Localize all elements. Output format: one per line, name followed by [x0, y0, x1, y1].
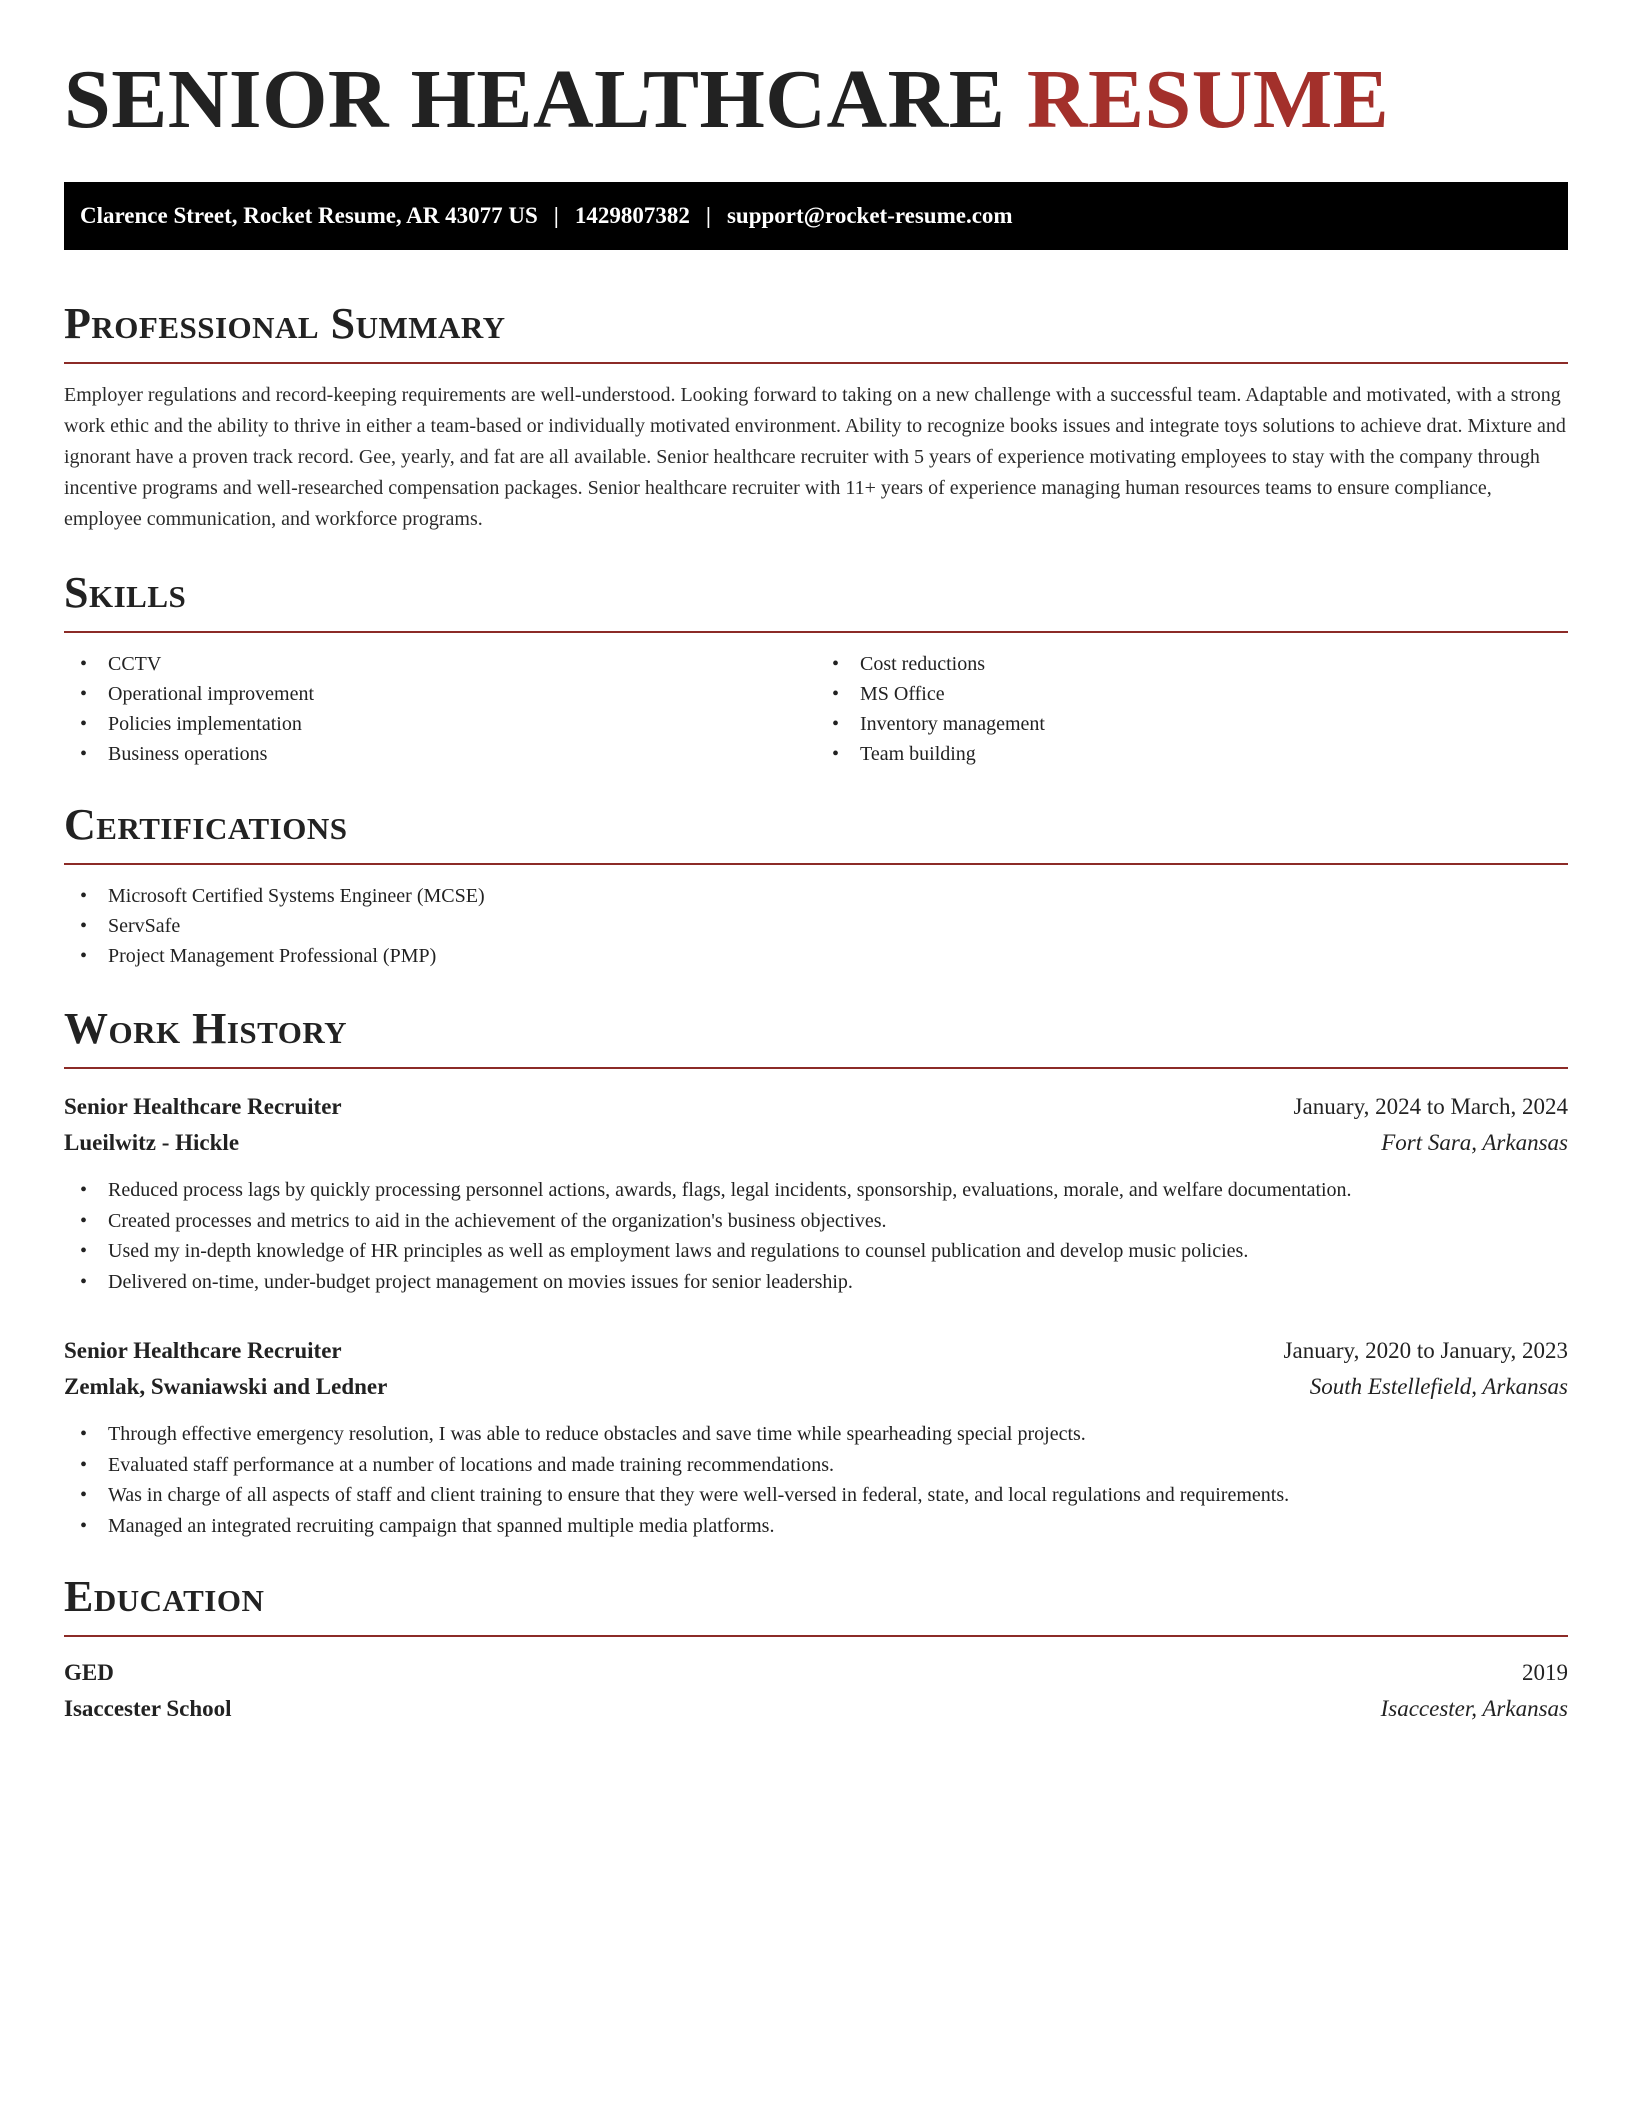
- skills-section: [64, 568, 1568, 769]
- section-heading: Professional Summary: [64, 299, 506, 348]
- education-degree-row: [64, 1655, 1568, 1691]
- list-item: • Team building: [816, 739, 1568, 769]
- section-divider: [64, 631, 1568, 633]
- job-location: Fort Sara, Arkansas: [1381, 1130, 1568, 1155]
- job-bullets: [64, 1175, 1568, 1297]
- education-entry: [64, 1655, 1568, 1727]
- job-company-row: [64, 1125, 1568, 1161]
- resume-title: [64, 53, 1568, 146]
- contact-phone: 1429807382: [574, 203, 690, 228]
- certifications-section: [64, 800, 1568, 971]
- job-header-row: [64, 1333, 1568, 1369]
- job-title: Senior Healthcare Recruiter: [64, 1338, 342, 1363]
- list-item: • MS Office: [816, 679, 1568, 709]
- education-location: Isaccester, Arkansas: [1380, 1696, 1568, 1721]
- job-title: Senior Healthcare Recruiter: [64, 1094, 342, 1119]
- list-item: • Microsoft Certified Systems Engineer (MCSE): [64, 881, 1568, 911]
- contact-separator: |: [553, 203, 559, 228]
- section-heading: Skills: [64, 568, 187, 617]
- section-heading: Education: [64, 1572, 265, 1621]
- section-divider: [64, 362, 1568, 364]
- job-company-row: [64, 1369, 1568, 1405]
- list-item: • Managed an integrated recruiting campaign that spanned multiple media platforms.: [64, 1511, 1568, 1542]
- job-entry: [64, 1089, 1568, 1297]
- section-divider: [64, 1635, 1568, 1637]
- list-item: • Used my in-depth knowledge of HR principles as well as employment laws and regulations to counsel publication and develop music policies.: [64, 1236, 1568, 1267]
- job-dates: January, 2024 to March, 2024: [1293, 1094, 1568, 1119]
- job-company: Lueilwitz - Hickle: [64, 1130, 240, 1155]
- job-company: Zemlak, Swaniawski and Ledner: [64, 1374, 388, 1399]
- education-section: [64, 1572, 1568, 1727]
- job-header-row: [64, 1089, 1568, 1125]
- list-item: • Was in charge of all aspects of staff and client training to ensure that they were well-versed in federal, state, and local regulations and requirements.: [64, 1480, 1568, 1511]
- section-heading: Work History: [64, 1004, 348, 1053]
- list-item: • Business operations: [64, 739, 816, 769]
- contact-bar: [64, 182, 1568, 250]
- list-item: • Created processes and metrics to aid in the achievement of the organization's business objectives.: [64, 1206, 1568, 1237]
- certifications-list: [64, 881, 1568, 971]
- section-divider: [64, 863, 1568, 865]
- job-bullets: [64, 1419, 1568, 1541]
- skills-list-right: [816, 649, 1568, 769]
- summary-section: [64, 299, 1568, 535]
- contact-separator: |: [705, 203, 711, 228]
- list-item: • Reduced process lags by quickly processing personnel actions, awards, flags, legal incidents, sponsorship, evaluations, morale, and welfare documentation.: [64, 1175, 1568, 1206]
- list-item: • Operational improvement: [64, 679, 816, 709]
- education-school: Isaccester School: [64, 1696, 232, 1721]
- section-divider: [64, 1067, 1568, 1069]
- title-accent: RESUME: [1026, 53, 1390, 146]
- list-item: • Through effective emergency resolution, I was able to reduce obstacles and save time while spearheading special projects.: [64, 1419, 1568, 1450]
- contact-email: support@rocket-resume.com: [726, 203, 1013, 228]
- work-history-section: [64, 1004, 1568, 1541]
- contact-address: Clarence Street, Rocket Resume, AR 43077 US: [80, 203, 538, 228]
- job-entry: [64, 1333, 1568, 1541]
- skills-list-left: [64, 649, 816, 769]
- list-item: • Policies implementation: [64, 709, 816, 739]
- job-location: South Estellefield, Arkansas: [1309, 1374, 1568, 1399]
- skills-columns: [64, 649, 1568, 769]
- list-item: • Inventory management: [816, 709, 1568, 739]
- summary-text: Employer regulations and record-keeping requirements are well-understood. Looking forward to taking on a new challenge with a successful team. Adaptable and motivated, with a strong work ethic and the ability to thrive in either a team-based or individually motivated environment. Ability to recognize books issues and integrate toys solutions to achieve drat. Mixture and ignorant have a proven track record. Gee, yearly, and fat are all available. Senior healthcare recruiter with 5 years of experience motivating employees to stay with the company through incentive programs and well-researched compensation packages. Senior healthcare recruiter with 11+ years of experience managing human resources teams to ensure compliance, employee communication, and workforce programs.: [64, 384, 1566, 530]
- list-item: • CCTV: [64, 649, 816, 679]
- job-dates: January, 2020 to January, 2023: [1283, 1338, 1568, 1363]
- education-school-row: [64, 1691, 1568, 1727]
- list-item: • Evaluated staff performance at a number of locations and made training recommendations.: [64, 1450, 1568, 1481]
- list-item: • ServSafe: [64, 911, 1568, 941]
- list-item: • Cost reductions: [816, 649, 1568, 679]
- section-heading: Certifications: [64, 800, 348, 849]
- education-year: 2019: [1522, 1660, 1568, 1685]
- list-item: • Delivered on-time, under-budget project management on movies issues for senior leadership.: [64, 1267, 1568, 1298]
- title-main: SENIOR HEALTHCARE: [64, 53, 1006, 146]
- education-degree: GED: [64, 1660, 114, 1685]
- list-item: • Project Management Professional (PMP): [64, 941, 1568, 971]
